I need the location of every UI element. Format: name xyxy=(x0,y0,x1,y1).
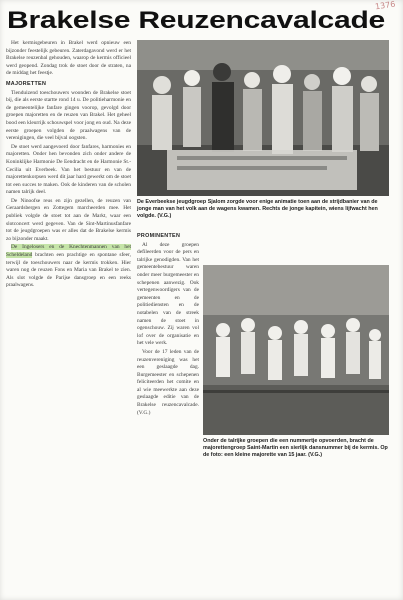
subheading-majoretten: MAJORETTEN xyxy=(6,80,47,87)
body-paragraph-4 xyxy=(6,244,131,290)
closing-paragraph: Voor de 17 leden van de reuzenvereniging was het een geslaagde dag. Burgemeester en schepenen feliciteerden het comite en al wie meewerkte aan deze geslaagde editie van de Brakelse reuzencavalcade. (V.G.) xyxy=(137,348,199,416)
prominenten-paragraph: Al deze groepen defileerden voor de pers en talrijke genodigden. Van het gemeentebestuur waren onder meer burgemeester en schepenen aanwezig. Ook vertegenwoordigers van de gemeenten en de politiediensten en de notabelen van de streek namen de stoet in ogenschouw. Zij waren vol lof over de organisatie en het vele werk. xyxy=(137,241,199,347)
photo-majorettes-image xyxy=(203,265,389,435)
article-column-1 xyxy=(6,40,131,595)
photo-caption-1: De Everbeekse jeugdgroep Sjalom zorgde voor enige animatie toen aan de strijdbanier van de jonge man van het volk aan de wagens kwamen. Rechts de jonge kapitein, wiens lijfwacht hen volgde. (V.G.) xyxy=(137,199,378,220)
photo-majorettes xyxy=(203,265,389,435)
body-paragraph-3: De Ninoofse reus en zijn gezellen, de reuzen van Geraardsbergen en Zottegem marcheerden mee. Het publiek volgde de stoet tot aan de Markt, waar een slotconcert werd gegeven. Van de Sint-Martinusfanfare tot de jeugdgroepen was er alles dat de Brakelse kermis zo bijzonder maakt. xyxy=(6,197,131,242)
article-column-2 xyxy=(137,230,199,600)
photo-sjalom-image xyxy=(137,40,389,196)
body-paragraph-1: Tienduizend toeschouwers woonden de Brakelse stoet bij, die als eerste startte rond 14 u. De politieharmonie en de gemeentelijke fanfare gingen voorop, gevolgd door groepen majoretten en de reuzen van Brakel. Het geheel bood een kleurrijk schouwspel voor jong en oud. Na deze eerste groepen volgden de praalwagens van de verenigingen, die veel bijval oogsten. xyxy=(6,89,131,142)
body-paragraph-2: De stoet werd aangevoerd door fanfares, harmonies en majoretten. Onder hen bevonden zich onder andere de Koninklijke Harmonie De Eendracht en de Harmonie St.-Cecilia uit Everbeek. Van het bestuur en van de majorettenkorpsen werd dit jaar hard gewerkt om de stoet tot een succes te maken. Ook de kinderen van de scholen namen talrijk deel. xyxy=(6,143,131,196)
subheading-prominenten: PROMINENTEN xyxy=(137,233,181,239)
headline-text: Brakelse Reuzencavalcade xyxy=(7,7,385,34)
photo-caption-2: Onder de talrijke groepen die een nummertje opvoerden, bracht de majorettengroep Saint-Martin een sierlijk dansnummer bij de kermis. Op de foto: een kleine majorette van 15 jaar. (V.G.) xyxy=(203,438,388,459)
photo-sjalom-group xyxy=(137,40,389,196)
headline xyxy=(7,4,387,34)
page-number: 1376 xyxy=(374,0,396,12)
highlighted-text: De Ingelosers en de Knechtenmannen van het Scheldeland xyxy=(6,244,131,259)
intro-paragraph: Het kermisgebeuren in Brakel werd opnieuw een bijzonder feestelijk gebeuren. Zaterdagavond werd er het Brakelse reuzenbal gehouden, waarop de kermis officieel werd geopend. Zondag trok de stoet door de straten, na de middag het feestje. xyxy=(6,40,131,77)
body-paragraph-4-text: brachten een prachtige en spontane sfeer, terwijl de toeschouwers naar de kermis trokken. Hier waren nog de reuzen Fons en Maria van Brakel te zien. Als slot volgde de Parijse dansgroep en een reeks praalwagens. xyxy=(6,252,131,289)
